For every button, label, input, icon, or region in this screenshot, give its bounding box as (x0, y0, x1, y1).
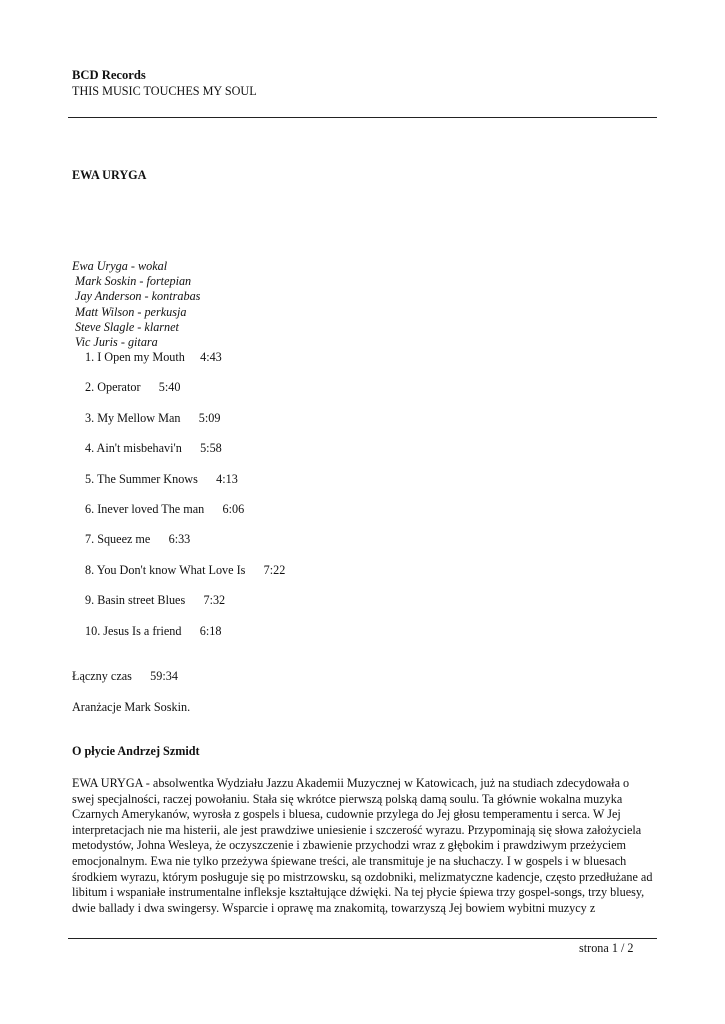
paragraph-line: swej specjalności, raczej powołaniu. Stała się wkrótce pierwszą polską damą soulu. Ta głównie wokalna muzyka (72, 791, 623, 806)
paragraph-line: środkiem wyrazu, którym posługuje się po mistrzowsku, są ozdobniki, melizmatyczne kadencje, często przedłużane ad (72, 869, 653, 884)
track-item: 6. Inever loved The man 6:06 (85, 501, 245, 516)
arrangements-credit: Aranżacje Mark Soskin. (72, 700, 191, 714)
paragraph-line: dwie ballady i dwa swingersy. Wsparcie i oprawę ma znakomitą, towarzyszą Jej bowiem wybitni muzycy z (72, 900, 596, 915)
header-divider (68, 117, 657, 118)
company-name: BCD Records (72, 68, 146, 82)
lineup-item: Ewa Uryga - wokal (72, 259, 168, 273)
lineup-item: Jay Anderson - kontrabas (72, 289, 201, 304)
track-item: 5. The Summer Knows 4:13 (85, 471, 238, 486)
about-heading: O płycie Andrzej Szmidt (72, 744, 200, 758)
paragraph-line: interpretacjach nie ma histerii, ale jest prawdziwe uniesienie i szczerość wyrazu. Przypominają się słowa założyciela (72, 822, 642, 837)
paragraph-line: emocjonalnym. Ewa nie tylko przeżywa śpiewane treści, ale transmituje je na słuchaczy. I w gospels i w bluesach (72, 853, 627, 868)
company-slogan: THIS MUSIC TOUCHES MY SOUL (72, 84, 257, 98)
paragraph-line: EWA URYGA - absolwentka Wydziału Jazzu Akademii Muzycznej w Katowicach, już na studiach zdecydowała o (72, 776, 630, 790)
track-item: 10. Jesus Is a friend 6:18 (85, 623, 222, 638)
track-item: 3. My Mellow Man 5:09 (85, 410, 221, 425)
total-time: Łączny czas 59:34 (72, 669, 178, 683)
track-list (85, 350, 285, 654)
paragraph-line: Czarnych Amerykanów, wyrosła z gospels i bluesa, cudownie przylega do Jej głosu temperamentu i serca. W Jej (72, 807, 621, 822)
artist-title: EWA URYGA (72, 168, 147, 182)
page-number: strona 1 / 2 (579, 941, 634, 955)
track-item: 4. Ain't misbehavi'n 5:58 (85, 441, 222, 456)
about-paragraph (72, 776, 652, 916)
lineup-item: Steve Slagle - klarnet (72, 319, 179, 334)
track-item: 9. Basin street Blues 7:32 (85, 593, 226, 608)
track-item: 1. I Open my Mouth 4:43 (85, 350, 222, 364)
track-item: 7. Squeez me 6:33 (85, 532, 191, 547)
musician-lineup (72, 259, 200, 350)
paragraph-line: libitum i wspaniałe instrumentalne infleksje kształtujące dźwięki. Na tej płycie śpiewa trzy gospel-songs, trzy bluesy, (72, 885, 645, 900)
lineup-item: Mark Soskin - fortepian (72, 274, 192, 289)
track-item: 8. You Don't know What Love Is 7:22 (85, 562, 286, 577)
paragraph-line: metodystów, Johna Wesleya, że oczyszczenie i zbawienie przychodzi wraz z głębokim i prawdziwym przeżyciem (72, 838, 626, 853)
lineup-item: Vic Juris - gitara (72, 335, 158, 350)
lineup-item: Matt Wilson - perkusja (72, 304, 187, 319)
footer-divider (68, 938, 657, 939)
track-item: 2. Operator 5:40 (85, 380, 181, 395)
